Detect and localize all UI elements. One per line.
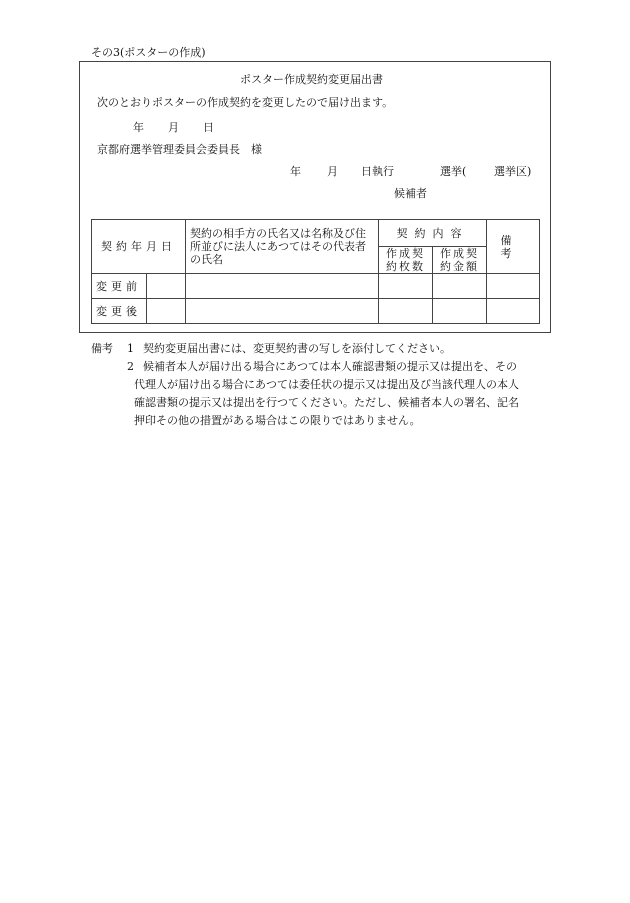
note-1-number: 1	[127, 342, 134, 355]
row-label-after: 変更後	[92, 299, 147, 324]
cell-sheets-before	[379, 274, 433, 299]
note-2-line-2: 代理人が届け出る場合にあつては委任状の提示又は提出及び当該代理人の本人	[134, 378, 519, 391]
candidate-label: 候補者	[394, 187, 427, 200]
form-intro: 次のとおりポスターの作成契約を変更したので届け出ます。	[97, 96, 394, 109]
header-sheets: 作成契約枚数	[379, 247, 433, 274]
cell-remarks-after	[487, 299, 540, 324]
election-year-label: 年	[290, 165, 301, 178]
cell-counterparty-before	[186, 274, 379, 299]
header-counterparty: 契約の相手方の氏名又は名称及び住所並びに法人にあつてはその代表者の氏名	[186, 220, 379, 274]
table-row	[92, 274, 540, 299]
cell-remarks-before	[487, 274, 540, 299]
form-title: ポスター作成契約変更届出書	[240, 73, 383, 86]
note-2-number: 2	[127, 360, 134, 373]
header-contract-date: 契約年月日	[92, 220, 186, 274]
cell-amount-before	[433, 274, 487, 299]
cell-date-after	[147, 299, 186, 324]
notes-label: 備考	[91, 342, 113, 355]
election-month-label: 月	[327, 165, 338, 178]
table-row	[92, 299, 540, 324]
election-execution-label: 日執行	[361, 165, 394, 178]
date-year-label: 年	[133, 121, 144, 134]
header-contract-contents: 契約内容	[379, 220, 487, 247]
contract-table	[91, 219, 540, 324]
cell-counterparty-after	[186, 299, 379, 324]
note-2-line-1: 候補者本人が届け出る場合にあつては本人確認書類の提示又は提出を、その	[143, 360, 517, 373]
note-2-line-4: 押印その他の措置がある場合はこの限りではありません。	[134, 414, 421, 427]
note-2-line-3: 確認書類の提示又は提出を行つてください。ただし、候補者本人の署名、記名	[134, 396, 519, 409]
cell-sheets-after	[379, 299, 433, 324]
date-month-label: 月	[168, 121, 179, 134]
election-district-label: 選挙区)	[494, 165, 532, 178]
section-heading: その3(ポスターの作成)	[91, 46, 206, 59]
row-label-before: 変更前	[92, 274, 147, 299]
addressee: 京都府選挙管理委員会委員長 様	[97, 143, 262, 156]
election-kind-label: 選挙(	[440, 165, 467, 178]
note-1-text: 契約変更届出書には、変更契約書の写しを添付してください。	[143, 342, 451, 355]
cell-date-before	[147, 274, 186, 299]
header-amount: 作成契約金額	[433, 247, 487, 274]
date-day-label: 日	[203, 121, 214, 134]
header-remarks: 備考	[487, 220, 540, 274]
cell-amount-after	[433, 299, 487, 324]
